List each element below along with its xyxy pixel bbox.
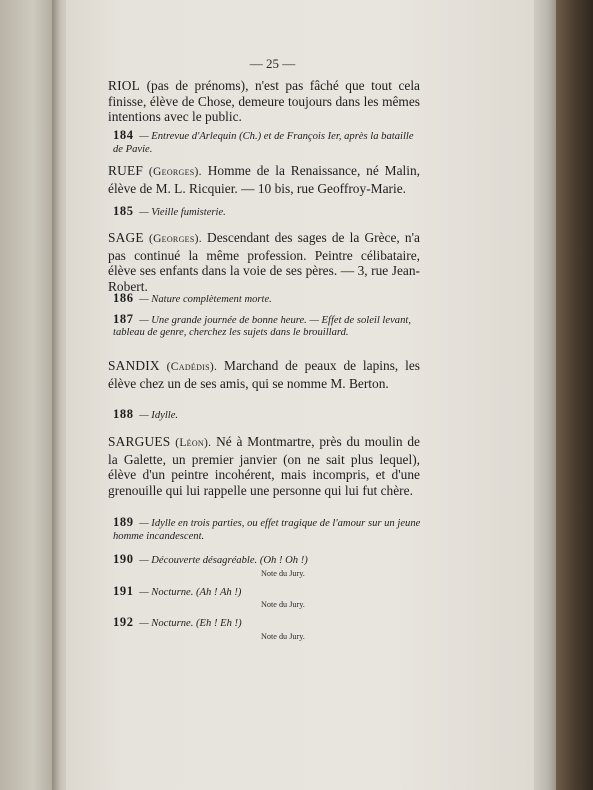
work-item — [113, 553, 423, 568]
works-list — [113, 205, 423, 220]
artist-name: SAGE — [108, 230, 144, 245]
artist-name: RIOL — [108, 78, 141, 93]
artist-name: RUEF — [108, 163, 144, 178]
work-title: — Une grande journée de bonne heure. — Effet de soleil levant, tableau de genre, cherchez les sujets dans le brouillard. — [113, 314, 411, 338]
catalog-entry — [108, 78, 420, 125]
artist-firstname: (Georges). — [148, 233, 202, 245]
work-number: 190 — [113, 552, 134, 566]
works-list — [113, 129, 423, 156]
work-number: 187 — [113, 311, 134, 326]
work-title: — Idylle en trois parties, ou effet tragique de l'amour sur un jeune homme incandescent. — [113, 518, 421, 542]
work-number: 185 — [113, 204, 134, 218]
work-number: 191 — [113, 583, 134, 598]
artist-firstname: (Cadédis). — [166, 361, 218, 373]
work-item — [113, 292, 423, 307]
artist-name: SANDIX — [108, 358, 160, 373]
work-title: — Entrevue d'Arlequin (Ch.) et de François Ier, après la bataille de Pavie. — [113, 131, 414, 155]
artist-description: (pas de prénoms), n'est pas fâché que tout cela finisse, élève de Chose, demeure toujours dans les mêmes intentions avec le public. — [108, 78, 420, 125]
work-title: — Nocturne. (Eh ! Eh !) — [139, 618, 242, 629]
book-cover — [556, 0, 593, 790]
jury-note: Note du Jury. — [261, 631, 305, 641]
works-list — [113, 408, 423, 423]
work-title: — Idylle. — [139, 410, 179, 421]
work-item — [113, 408, 423, 423]
catalog-entry — [108, 358, 420, 391]
artist-firstname: (Georges). — [148, 166, 202, 178]
work-number: 188 — [113, 407, 134, 421]
work-number: 192 — [113, 615, 134, 629]
work-item — [113, 585, 423, 600]
artist-description: Homme de la Renaissance, né Malin, élève de M. L. Ricquier. — 10 bis, rue Geoffroy-Marie. — [108, 163, 420, 196]
work-item — [113, 205, 423, 220]
jury-note: Note du Jury. — [261, 600, 305, 609]
work-title: — Découverte désagréable. (Oh ! Oh !) — [139, 555, 308, 566]
work-number: 184 — [113, 128, 134, 142]
artist-firstname: (Léon). — [175, 437, 212, 449]
work-number: 189 — [113, 515, 134, 529]
works-list — [113, 516, 423, 642]
page-number: — 25 — — [249, 56, 296, 71]
work-item — [113, 129, 423, 156]
page-stack-edge — [534, 0, 556, 790]
artist-description: Né à Montmartre, près du moulin de la Galette, un premier janvier (on ne sait plus lequel), élève d'un peintre incohérent, mais incompris, et d'une grenouille qui lui rappelle une personne qui lui fut chère. — [108, 434, 420, 498]
work-item — [113, 313, 423, 340]
work-title: — Nocturne. (Ah ! Ah !) — [139, 586, 242, 598]
catalog-entry — [108, 434, 420, 498]
jury-note: Note du Jury. — [261, 568, 305, 578]
work-item — [113, 616, 423, 631]
artist-description: Descendant des sages de la Grèce, n'a pas continué la même profession. Peintre célibataire, élève ses enfants dans la voie de ses pères. — 3, rue Jean-Robert. — [108, 230, 420, 294]
catalog-entry — [108, 163, 420, 196]
artist-description: Marchand de peaux de lapins, les élève chez un de ses amis, qui se nomme M. Berton. — [108, 358, 420, 391]
left-page-edge — [0, 0, 60, 790]
work-title: — Vieille fumisterie. — [139, 207, 226, 218]
work-item — [113, 516, 423, 543]
artist-name: SARGUES — [108, 434, 171, 449]
work-title: — Nature complètement morte. — [139, 294, 272, 305]
works-list — [113, 292, 423, 340]
catalog-entry — [108, 230, 420, 294]
work-number: 186 — [113, 291, 134, 305]
